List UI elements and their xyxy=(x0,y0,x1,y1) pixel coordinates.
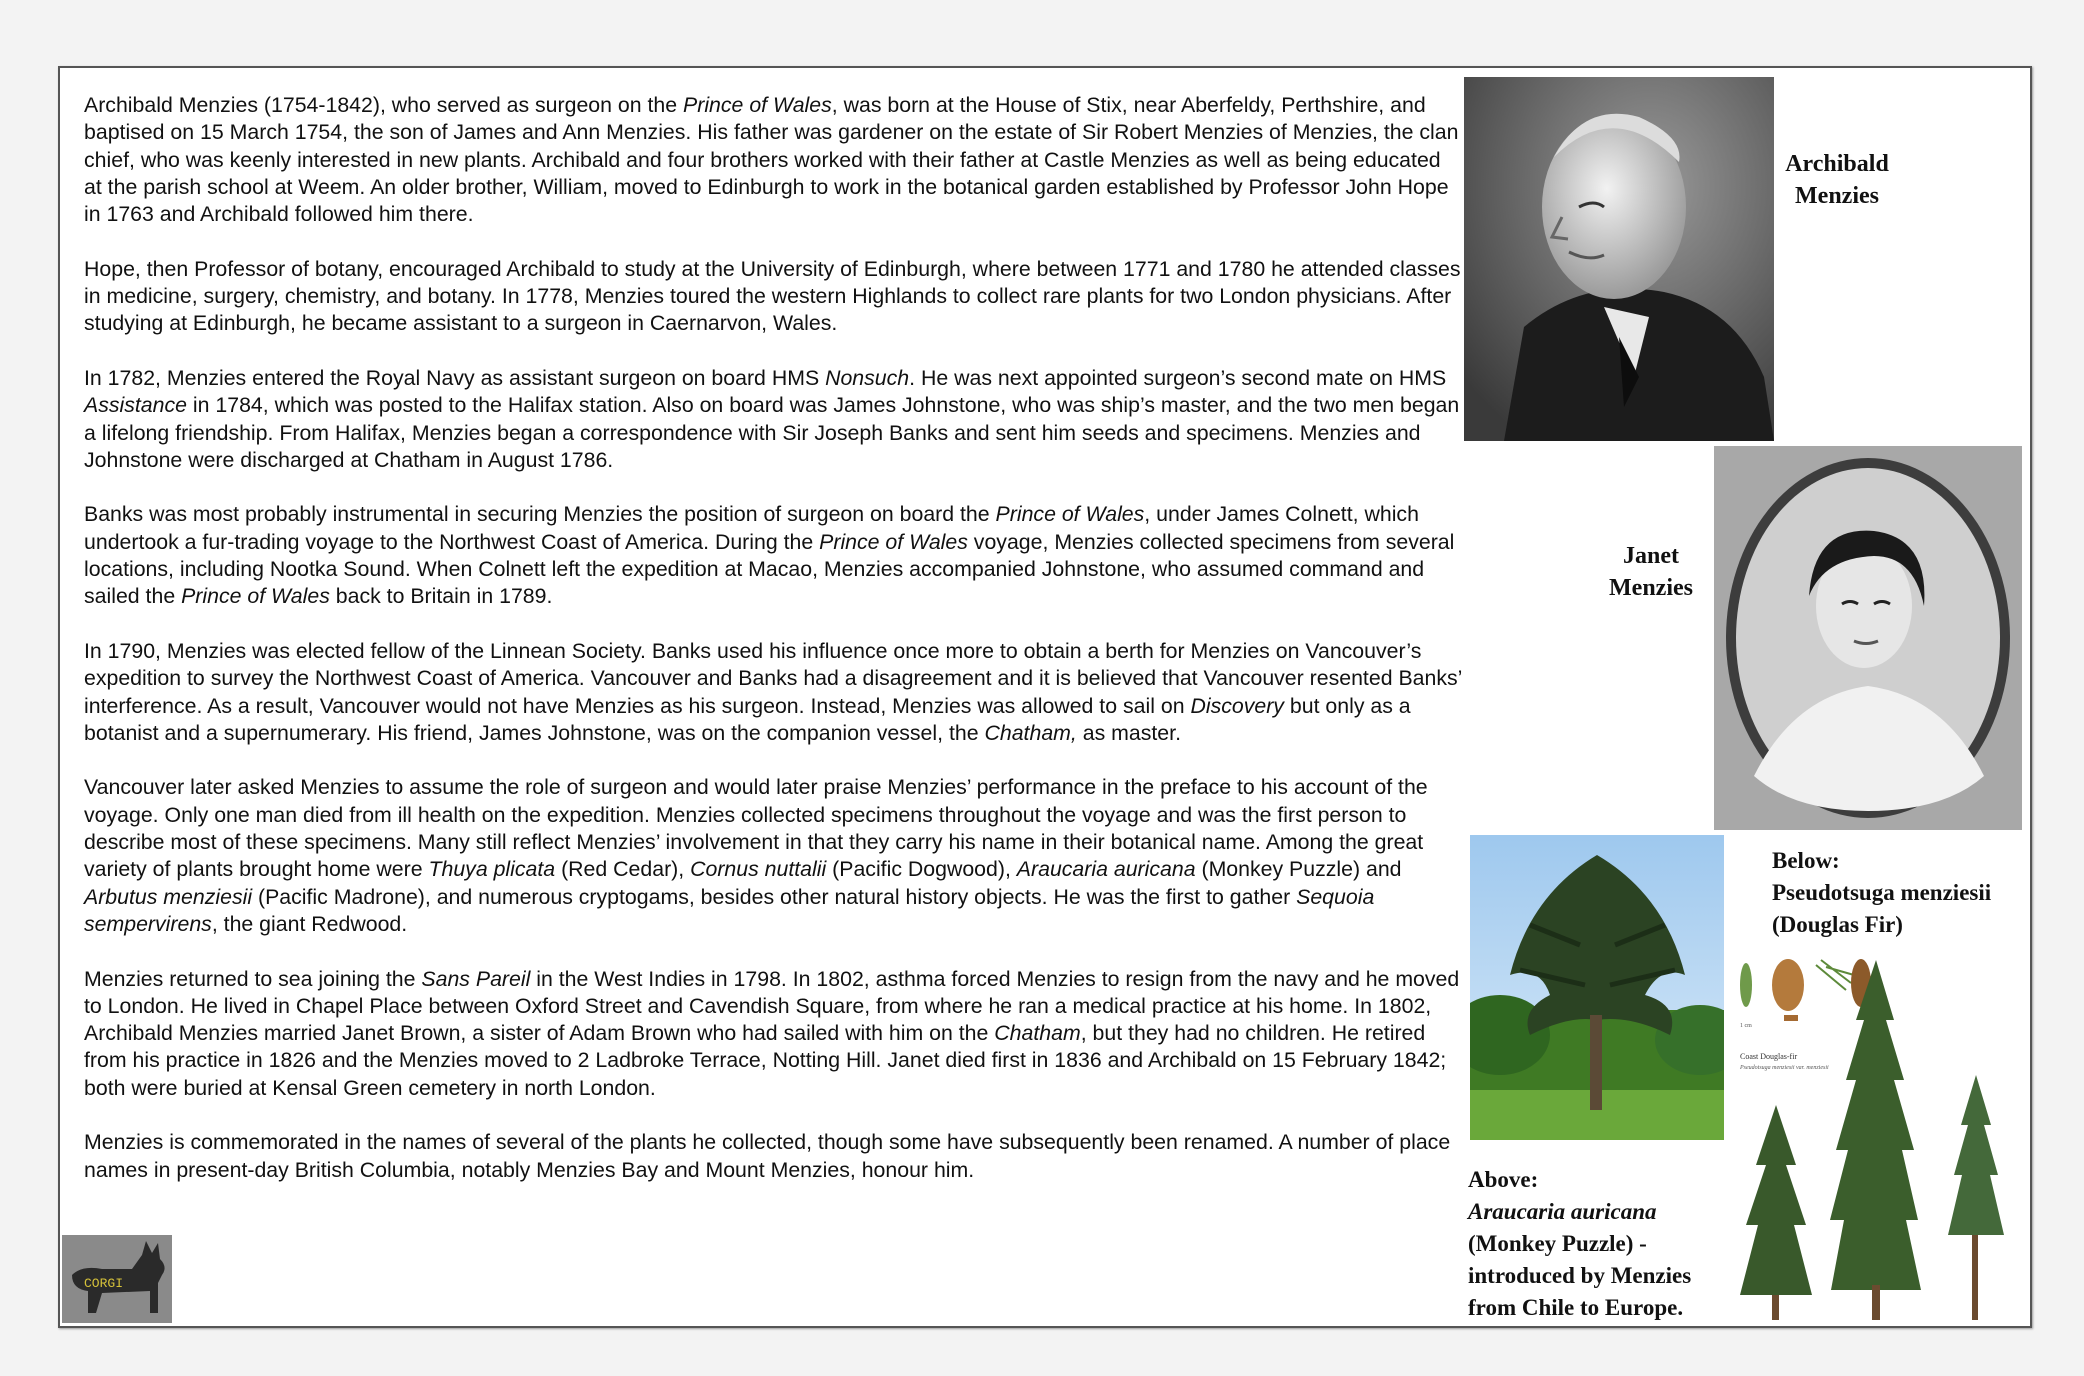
text-run: , the giant Redwood. xyxy=(211,911,408,936)
text-run: Hope, then Professor of botany, encouraged Archibald to study at the University of Edinburgh, where between 1771 and 1780 he attended classes in medicine, surgery, chemistry, and botany. In 1778, Menzies toured the western Highlands to collect rare plants for two London physicians. After studying at Edinburgh, he became assistant to a surgeon in Caernarvon, Wales. xyxy=(84,256,1461,336)
douglas-fir-drawing xyxy=(1736,955,2020,1320)
above-line2: (Monkey Puzzle) - xyxy=(1468,1231,1647,1256)
corgi-badge-text: CORGI xyxy=(84,1276,124,1291)
paragraph xyxy=(84,774,1464,938)
italic-text: Arbutus menziesii xyxy=(84,884,253,909)
text-run: , but they had no children. He retired from his practice in 1826 and the Menzies moved to 2 Ladbroke Terrace, Notting Hill. Janet died first in 1836 and Archibald on 15 February 1842; both were buried at Kensal Green cemetery in north London. xyxy=(84,1021,1447,1100)
above-caption xyxy=(1468,1164,1738,1324)
text-run: voyage, Menzies collected specimens from several locations, including Nootka Sound. When Colnett left the expedition at Macao, Menzies accompanied Johnstone, who assumed command and sailed the xyxy=(84,529,1455,609)
text-run: in 1784, which was posted to the Halifax station. Also on board was James Johnstone, who was ship’s master, and the two men began a lifelong friendship. From Halifax, Menzies began a correspondence with Sir Joseph Banks and sent him seeds and specimens. Menzies and Johnstone were discharged at Chatham in August 1786. xyxy=(84,393,1460,472)
archibald-caption xyxy=(1782,148,1892,212)
text-run: (Monkey Puzzle) and xyxy=(1195,857,1402,882)
text-run: In 1790, Menzies was elected fellow of the Linnean Society. Banks used his influence once more to obtain a berth for Menzies on Vancouver’s expedition to survey the Northwest Coast of America. Vancouver and Banks had a disagreement and it is believed that Vancouver resented Banks’ interference. As a result, Vancouver would not have Menzies as his surgeon. Instead, Menzies was allowed to sail on xyxy=(84,638,1462,718)
text-run: in the West Indies in 1798. In 1802, asthma forced Menzies to resign from the navy and he moved to London. He lived in Chapel Place between Oxford Street and Cavendish Square, from where he ran a medical practice at his home. In 1802, Archibald Menzies married Janet Brown, a sister of Adam Brown who had sailed with him on the xyxy=(84,966,1460,1046)
text-run: Banks was most probably instrumental in securing Menzies the position of surgeon on board the xyxy=(84,502,996,527)
text-run: back to Britain in 1789. xyxy=(329,584,553,609)
janet-caption-line1: Janet xyxy=(1623,543,1679,569)
janet-portrait xyxy=(1714,446,2022,830)
text-run: (Pacific Madrone), and numerous cryptogams, besides other natural history objects. He was the first to gather xyxy=(252,884,1297,909)
italic-text: Assistance xyxy=(84,393,187,418)
below-common-name: (Douglas Fir) xyxy=(1772,912,1903,937)
janet-portrait-drawing xyxy=(1714,446,2022,830)
italic-text: Cornus nuttalii xyxy=(690,857,827,882)
above-line3: introduced by Menzies xyxy=(1468,1263,1692,1288)
plate-subtitle: Pseudotsuga menziesii var. menziesii xyxy=(1740,1065,1829,1071)
text-run: Archibald Menzies (1754-1842), who served as surgeon on the xyxy=(84,93,684,117)
janet-caption-line2: Menzies xyxy=(1609,575,1693,601)
italic-text: Discovery xyxy=(1190,693,1284,718)
plate-scale-label: 1 cm xyxy=(1740,1023,1752,1029)
paragraph xyxy=(84,365,1464,474)
text-run: Menzies returned to sea joining the xyxy=(84,966,422,991)
paragraph xyxy=(84,638,1464,747)
paragraph xyxy=(84,1129,1464,1184)
monkey-puzzle-drawing xyxy=(1470,835,1724,1140)
below-caption xyxy=(1772,845,2022,941)
corgi-logo xyxy=(62,1235,172,1323)
archibald-caption-line1: Archibald xyxy=(1785,151,1889,177)
below-label: Below: xyxy=(1772,848,1840,873)
article-body xyxy=(84,92,1464,1184)
below-species-name: Pseudotsuga menziesii xyxy=(1772,880,1992,905)
plate-title: Coast Douglas-fir xyxy=(1740,1052,1798,1061)
text-run: but only as a botanist and a supernumerary. His friend, James Johnstone, was on the companion vessel, the xyxy=(84,693,1411,745)
text-run: (Pacific Dogwood), xyxy=(826,857,1017,882)
above-label: Above: xyxy=(1468,1167,1539,1192)
text-run: Menzies is commemorated in the names of several of the plants he collected, though some have subsequently been renamed. A number of place names in present-day British Columbia, notably Menzies Bay and Mount Menzies, honour him. xyxy=(84,1130,1451,1182)
text-run: , was born at the House of Stix, near Aberfeldy, Perthshire, and baptised on 15 March 1754, the son of James and Ann Menzies. His father was gardener on the estate of Sir Robert Menzies of Menzies, the clan chief, who was keenly interested in new plants. Archibald and four brothers worked with their father at Castle Menzies as well as being educated at the parish school at Weem. An older brother, William, moved to Edinburgh to work in the botanical garden established by Professor John Hope in 1763 and Archibald followed him there. xyxy=(84,93,1459,227)
text-run: In 1782, Menzies entered the Royal Navy as assistant surgeon on board HMS xyxy=(84,365,826,390)
above-species-name: Araucaria auricana xyxy=(1468,1199,1657,1224)
paragraph xyxy=(84,256,1464,338)
above-line4: from Chile to Europe. xyxy=(1468,1295,1684,1320)
janet-caption xyxy=(1596,540,1706,604)
italic-text: Araucaria auricana xyxy=(1016,857,1196,882)
italic-text: Sans Pareil xyxy=(421,966,531,991)
paragraph xyxy=(84,92,1464,228)
italic-text: Prince of Wales xyxy=(819,529,968,554)
italic-text: Thuya plicata xyxy=(428,857,556,882)
italic-text: Nonsuch xyxy=(825,365,910,390)
italic-text: Chatham xyxy=(994,1021,1081,1046)
text-run: , under James Colnett, which undertook a fur-trading voyage to the Northwest Coast of America. During the xyxy=(84,502,1419,554)
archibald-portrait-drawing xyxy=(1464,77,1774,441)
archibald-portrait xyxy=(1464,77,1774,441)
italic-text: Prince of Wales xyxy=(995,502,1145,527)
text-run: (Red Cedar), xyxy=(555,857,691,882)
italic-text: Sequoia sempervirens xyxy=(84,884,1375,936)
text-run: as master. xyxy=(1076,720,1181,745)
text-run: . He was next appointed surgeon’s second mate on HMS xyxy=(909,365,1447,390)
archibald-caption-line2: Menzies xyxy=(1795,183,1879,209)
douglas-fir-illustration xyxy=(1736,955,2020,1320)
monkey-puzzle-photo xyxy=(1470,835,1724,1140)
italic-text: Prince of Wales xyxy=(181,584,330,609)
italic-text: Chatham, xyxy=(984,720,1077,745)
text-run: Vancouver later asked Menzies to assume the role of surgeon and would later praise Menzies’ performance in the preface to his account of the voyage. Only one man died from ill health on the expedition. Menzies collected specimens throughout the voyage and was the first person to describe most of these specimens. Many still reflect Menzies’ involvement in that they carry his name in their botanical name. Among the great variety of plants brought home were xyxy=(84,775,1428,882)
paragraph xyxy=(84,966,1464,1102)
corgi-dog-icon xyxy=(62,1235,172,1323)
paragraph xyxy=(84,501,1464,610)
italic-text: Prince of Wales xyxy=(683,93,832,117)
